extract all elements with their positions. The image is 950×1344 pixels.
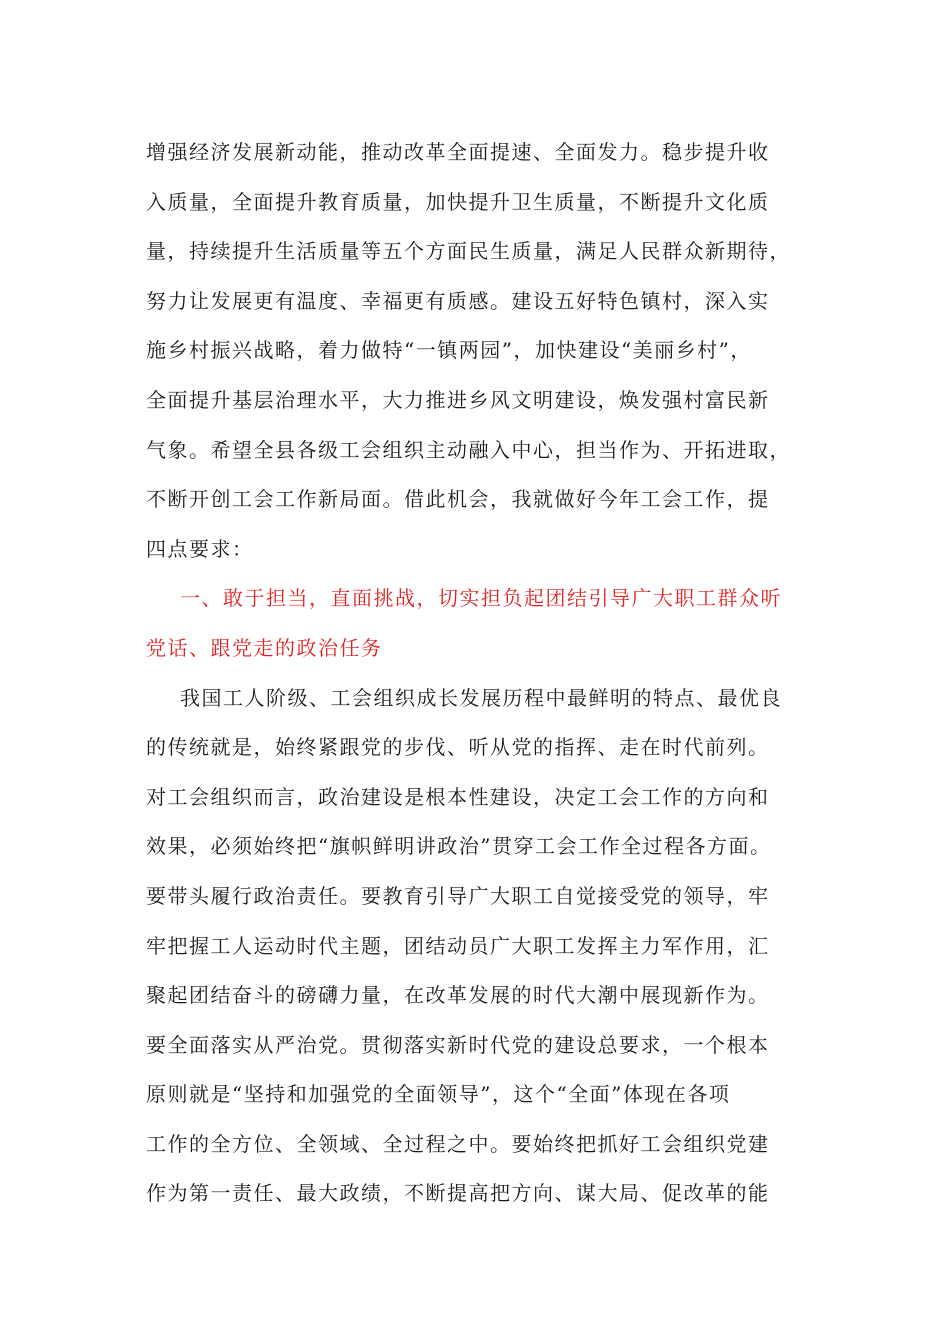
heading-line: 一、敢于担当，直面挑战，切实担负起团结引导广大职工群众听 bbox=[180, 586, 782, 611]
text-line: 增强经济发展新动能，推动改革全面提速、全面发力。稳步提升收 bbox=[146, 140, 770, 164]
heading-line: 党话、跟党走的政治任务 bbox=[146, 635, 383, 660]
text-line: 我国工人阶级、工会组织成长发展历程中最鲜明的特点、最优良 bbox=[180, 685, 782, 710]
text-line: 努力让发展更有温度、幸福更有质感。建设五好特色镇村，深入实 bbox=[146, 288, 770, 313]
text-line: 四点要求： bbox=[146, 536, 254, 561]
text-line: 作为第一责任、最大政绩，不断提高把方向、谋大局、促改革的能 bbox=[146, 1181, 770, 1206]
text-line: 施乡村振兴战略，着力做特“一镇两园”，加快建设“美丽乡村”， bbox=[146, 338, 752, 363]
paragraph-continuation bbox=[146, 128, 820, 574]
paragraph-section-1 bbox=[146, 674, 820, 1220]
text-line: 量，持续提升生活质量等五个方面民生质量，满足人民群众新期待， bbox=[146, 239, 791, 264]
text-line: 不断开创工会工作新局面。借此机会，我就做好今年工会工作，提 bbox=[146, 487, 770, 512]
text-line: 效果，必须始终把“旗帜鲜明讲政治”贯穿工会工作全过程各方面。 bbox=[146, 834, 772, 859]
text-line: 入质量，全面提升教育质量，加快提升卫生质量，不断提升文化质 bbox=[146, 189, 770, 214]
text-line: 全面提升基层治理水平，大力推进乡风文明建设，焕发强村富民新 bbox=[146, 387, 770, 412]
text-line: 对工会组织而言，政治建设是根本性建设，决定工会工作的方向和 bbox=[146, 784, 770, 809]
text-line: 聚起团结奋斗的磅礴力量，在改革发展的时代大潮中展现新作为。 bbox=[146, 983, 770, 1008]
text-line: 工作的全方位、全领域、全过程之中。要始终把抓好工会组织党建 bbox=[146, 1131, 770, 1156]
text-line: 的传统就是，始终紧跟党的步伐、听从党的指挥、走在时代前列。 bbox=[146, 735, 770, 760]
section-heading-1 bbox=[146, 574, 820, 673]
text-line: 气象。希望全县各级工会组织主动融入中心，担当作为、开拓进取， bbox=[146, 437, 791, 462]
text-line: 要全面落实从严治党。贯彻落实新时代党的建设总要求，一个根本 bbox=[146, 1032, 770, 1057]
document-body bbox=[146, 128, 820, 1219]
text-line: 牢把握工人运动时代主题，团结动员广大职工发挥主力军作用，汇 bbox=[146, 933, 770, 958]
text-line: 要带头履行政治责任。要教育引导广大职工自觉接受党的领导，牢 bbox=[146, 883, 770, 908]
text-line: 原则就是“坚持和加强党的全面领导”，这个“全面”体现在各项 bbox=[146, 1082, 731, 1107]
